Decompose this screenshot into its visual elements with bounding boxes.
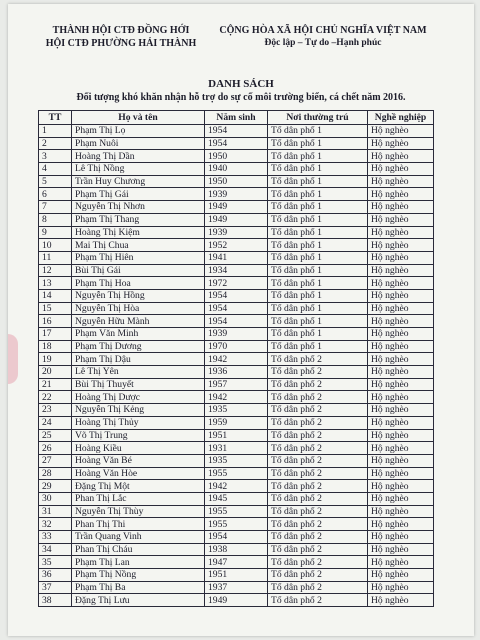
birth-year-cell: 1950 [205,150,268,163]
row-number-cell: 31 [39,505,72,518]
birth-year-cell: 1934 [205,264,268,277]
birth-year-cell: 1942 [205,353,268,366]
residence-cell: Tổ dân phố 1 [268,188,368,201]
full-name-cell: Đặng Thị Lưu [72,594,205,607]
occupation-cell: Hộ nghèo [368,201,434,214]
residence-cell: Tổ dân phố 2 [268,378,368,391]
residence-cell: Tổ dân phố 2 [268,581,368,594]
residence-cell: Tổ dân phố 1 [268,264,368,277]
row-number-cell: 4 [39,163,72,176]
full-name-cell: Võ Thị Trung [72,429,205,442]
row-number-cell: 16 [39,315,72,328]
row-number-cell: 30 [39,492,72,505]
birth-year-cell: 1955 [205,467,268,480]
birth-year-cell: 1954 [205,302,268,315]
residence-cell: Tổ dân phố 1 [268,125,368,138]
row-number-cell: 1 [39,125,72,138]
table-body [39,125,434,607]
document-title: DANH SÁCH [208,78,274,90]
row-number-cell: 9 [39,226,72,239]
occupation-cell: Hộ nghèo [368,175,434,188]
birth-year-cell: 1939 [205,226,268,239]
row-number-cell: 6 [39,188,72,201]
full-name-cell: Phạm Thị Dương [72,340,205,353]
full-name-cell: Hoàng Thị Dược [72,391,205,404]
occupation-cell: Hộ nghèo [368,518,434,531]
birth-year-cell: 1954 [205,125,268,138]
table-row [39,556,434,569]
birth-year-cell: 1951 [205,569,268,582]
org-line-1: THÀNH HỘI CTĐ ĐỒNG HỚI [52,25,190,36]
table-row [39,340,434,353]
table-row [39,264,434,277]
residence-cell: Tổ dân phố 2 [268,543,368,556]
residence-cell: Tổ dân phố 2 [268,467,368,480]
residence-cell: Tổ dân phố 2 [268,569,368,582]
full-name-cell: Phạm Thị Lan [72,556,205,569]
table-row [39,353,434,366]
birth-year-cell: 1935 [205,404,268,417]
full-name-cell: Phan Thị Cháu [72,543,205,556]
row-number-cell: 22 [39,391,72,404]
row-number-cell: 32 [39,518,72,531]
column-header-name: Họ và tên [72,111,205,125]
org-line-2: HỘI CTĐ PHƯỜNG HẢI THÀNH [45,38,197,49]
occupation-cell: Hộ nghèo [368,226,434,239]
occupation-cell: Hộ nghèo [368,594,434,607]
occupation-cell: Hộ nghèo [368,188,434,201]
row-number-cell: 20 [39,366,72,379]
row-number-cell: 35 [39,556,72,569]
occupation-cell: Hộ nghèo [368,125,434,138]
residence-cell: Tổ dân phố 1 [268,251,368,264]
birth-year-cell: 1936 [205,366,268,379]
table-row [39,137,434,150]
birth-year-cell: 1954 [205,315,268,328]
occupation-cell: Hộ nghèo [368,150,434,163]
full-name-cell: Nguyễn Thị Kẻng [72,404,205,417]
residence-cell: Tổ dân phố 1 [268,150,368,163]
occupation-cell: Hộ nghèo [368,239,434,252]
row-number-cell: 19 [39,353,72,366]
full-name-cell: Phan Thị Lắc [72,492,205,505]
document-page [8,4,474,636]
birth-year-cell: 1972 [205,277,268,290]
residence-cell: Tổ dân phố 1 [268,175,368,188]
full-name-cell: Bùi Thị Gái [72,264,205,277]
full-name-cell: Phạm Thị Hoa [72,277,205,290]
residence-cell: Tổ dân phố 2 [268,556,368,569]
row-number-cell: 17 [39,328,72,341]
residence-cell: Tổ dân phố 1 [268,226,368,239]
table-row [39,175,434,188]
row-number-cell: 34 [39,543,72,556]
residence-cell: Tổ dân phố 1 [268,340,368,353]
table-row [39,505,434,518]
full-name-cell: Phạm Thị Thang [72,213,205,226]
document-subtitle: Đối tượng khó khăn nhận hỗ trợ do sự cố môi trường biển, cá chết năm 2016. [76,92,406,103]
row-number-cell: 28 [39,467,72,480]
row-number-cell: 37 [39,581,72,594]
occupation-cell: Hộ nghèo [368,302,434,315]
table-row [39,226,434,239]
row-number-cell: 8 [39,213,72,226]
birth-year-cell: 1935 [205,454,268,467]
birth-year-cell: 1949 [205,201,268,214]
occupation-cell: Hộ nghèo [368,505,434,518]
occupation-cell: Hộ nghèo [368,391,434,404]
birth-year-cell: 1941 [205,251,268,264]
table-row [39,404,434,417]
full-name-cell: Nguyễn Thị Hòa [72,302,205,315]
birth-year-cell: 1954 [205,289,268,302]
residence-cell: Tổ dân phố 1 [268,201,368,214]
row-number-cell: 18 [39,340,72,353]
occupation-cell: Hộ nghèo [368,137,434,150]
column-header-occupation: Nghề nghiệp [368,111,434,125]
full-name-cell: Hoàng Thị Kiệm [72,226,205,239]
row-number-cell: 13 [39,277,72,290]
full-name-cell: Hoàng Thị Dần [72,150,205,163]
table-row [39,163,434,176]
table-row [39,569,434,582]
row-number-cell: 36 [39,569,72,582]
occupation-cell: Hộ nghèo [368,213,434,226]
birth-year-cell: 1939 [205,328,268,341]
residence-cell: Tổ dân phố 2 [268,518,368,531]
table-row [39,480,434,493]
residence-cell: Tổ dân phố 2 [268,416,368,429]
table-row [39,543,434,556]
table-row [39,188,434,201]
full-name-cell: Trần Quang Vinh [72,531,205,544]
full-name-cell: Hoàng Văn Bé [72,454,205,467]
birth-year-cell: 1945 [205,492,268,505]
birth-year-cell: 1959 [205,416,268,429]
row-number-cell: 23 [39,404,72,417]
table-row [39,366,434,379]
occupation-cell: Hộ nghèo [368,556,434,569]
full-name-cell: Hoàng Thị Thủy [72,416,205,429]
table-row [39,467,434,480]
occupation-cell: Hộ nghèo [368,543,434,556]
recipients-table [38,110,434,607]
table-row [39,416,434,429]
full-name-cell: Nguyễn Thị Hồng [72,289,205,302]
table-row [39,328,434,341]
birth-year-cell: 1954 [205,137,268,150]
full-name-cell: Phạm Thị Lọ [72,125,205,138]
table-row [39,277,434,290]
country-line-2: Độc lập – Tự do –Hạnh phúc [264,38,382,48]
residence-cell: Tổ dân phố 1 [268,137,368,150]
row-number-cell: 26 [39,442,72,455]
birth-year-cell: 1942 [205,480,268,493]
occupation-cell: Hộ nghèo [368,264,434,277]
residence-cell: Tổ dân phố 1 [268,239,368,252]
full-name-cell: Phạm Thị Hiên [72,251,205,264]
row-number-cell: 14 [39,289,72,302]
birth-year-cell: 1954 [205,531,268,544]
row-number-cell: 33 [39,531,72,544]
residence-cell: Tổ dân phố 1 [268,315,368,328]
red-stamp-mark [8,334,18,384]
table-row [39,302,434,315]
full-name-cell: Phạm Thị Dậu [72,353,205,366]
birth-year-cell: 1949 [205,594,268,607]
birth-year-cell: 1952 [205,239,268,252]
occupation-cell: Hộ nghèo [368,492,434,505]
residence-cell: Tổ dân phố 2 [268,404,368,417]
full-name-cell: Phạm Thị Gái [72,188,205,201]
row-number-cell: 21 [39,378,72,391]
occupation-cell: Hộ nghèo [368,480,434,493]
row-number-cell: 38 [39,594,72,607]
row-number-cell: 7 [39,201,72,214]
occupation-cell: Hộ nghèo [368,569,434,582]
occupation-cell: Hộ nghèo [368,315,434,328]
table-row [39,315,434,328]
table-row [39,125,434,138]
residence-cell: Tổ dân phố 1 [268,213,368,226]
full-name-cell: Phạm Văn Minh [72,328,205,341]
table-row [39,492,434,505]
residence-cell: Tổ dân phố 1 [268,163,368,176]
residence-cell: Tổ dân phố 2 [268,442,368,455]
occupation-cell: Hộ nghèo [368,366,434,379]
residence-cell: Tổ dân phố 1 [268,289,368,302]
column-header-residence: Nơi thường trú [268,111,368,125]
full-name-cell: Lê Thị Nồng [72,163,205,176]
table-row [39,429,434,442]
birth-year-cell: 1970 [205,340,268,353]
full-name-cell: Phạm Thị Nồng [72,569,205,582]
occupation-cell: Hộ nghèo [368,328,434,341]
full-name-cell: Mai Thị Chua [72,239,205,252]
row-number-cell: 5 [39,175,72,188]
occupation-cell: Hộ nghèo [368,289,434,302]
birth-year-cell: 1939 [205,188,268,201]
occupation-cell: Hộ nghèo [368,416,434,429]
birth-year-cell: 1957 [205,378,268,391]
table-row [39,239,434,252]
occupation-cell: Hộ nghèo [368,404,434,417]
full-name-cell: Đặng Thị Một [72,480,205,493]
row-number-cell: 11 [39,251,72,264]
full-name-cell: Phạm Thị Ba [72,581,205,594]
residence-cell: Tổ dân phố 2 [268,429,368,442]
residence-cell: Tổ dân phố 2 [268,505,368,518]
country-line-1: CỘNG HÒA XÃ HỘI CHỦ NGHĨA VIỆT NAM [219,25,427,36]
full-name-cell: Lê Thị Yên [72,366,205,379]
table-row [39,213,434,226]
full-name-cell: Nguyễn Hữu Mành [72,315,205,328]
row-number-cell: 25 [39,429,72,442]
birth-year-cell: 1938 [205,543,268,556]
table-row [39,289,434,302]
occupation-cell: Hộ nghèo [368,581,434,594]
residence-cell: Tổ dân phố 2 [268,454,368,467]
residence-cell: Tổ dân phố 1 [268,302,368,315]
column-header-birth-year: Năm sinh [205,111,268,125]
occupation-cell: Hộ nghèo [368,442,434,455]
column-header-tt: TT [39,111,72,125]
birth-year-cell: 1947 [205,556,268,569]
row-number-cell: 10 [39,239,72,252]
row-number-cell: 2 [39,137,72,150]
row-number-cell: 24 [39,416,72,429]
occupation-cell: Hộ nghèo [368,378,434,391]
occupation-cell: Hộ nghèo [368,251,434,264]
birth-year-cell: 1955 [205,518,268,531]
occupation-cell: Hộ nghèo [368,531,434,544]
row-number-cell: 29 [39,480,72,493]
birth-year-cell: 1940 [205,163,268,176]
residence-cell: Tổ dân phố 2 [268,391,368,404]
residence-cell: Tổ dân phố 2 [268,531,368,544]
table-row [39,391,434,404]
residence-cell: Tổ dân phố 2 [268,594,368,607]
table-row [39,201,434,214]
full-name-cell: Hoàng Văn Hòe [72,467,205,480]
row-number-cell: 15 [39,302,72,315]
table-row [39,531,434,544]
full-name-cell: Hoàng Kiều [72,442,205,455]
birth-year-cell: 1950 [205,175,268,188]
full-name-cell: Phạm Nuôi [72,137,205,150]
full-name-cell: Nguyễn Thị Thùy [72,505,205,518]
birth-year-cell: 1942 [205,391,268,404]
organization-header [36,24,206,50]
table-row [39,454,434,467]
row-number-cell: 3 [39,150,72,163]
birth-year-cell: 1949 [205,213,268,226]
full-name-cell: Bùi Thị Thuyết [72,378,205,391]
table-row [39,581,434,594]
occupation-cell: Hộ nghèo [368,163,434,176]
occupation-cell: Hộ nghèo [368,454,434,467]
birth-year-cell: 1951 [205,429,268,442]
birth-year-cell: 1931 [205,442,268,455]
residence-cell: Tổ dân phố 2 [268,366,368,379]
table-row [39,251,434,264]
table-row [39,378,434,391]
full-name-cell: Nguyễn Thị Nhơn [72,201,205,214]
birth-year-cell: 1937 [205,581,268,594]
row-number-cell: 12 [39,264,72,277]
occupation-cell: Hộ nghèo [368,429,434,442]
occupation-cell: Hộ nghèo [368,353,434,366]
table-row [39,518,434,531]
occupation-cell: Hộ nghèo [368,467,434,480]
table-header-row [39,111,434,125]
row-number-cell: 27 [39,454,72,467]
country-header [208,24,438,50]
occupation-cell: Hộ nghèo [368,277,434,290]
table-row [39,594,434,607]
full-name-cell: Phan Thị Thi [72,518,205,531]
residence-cell: Tổ dân phố 2 [268,480,368,493]
residence-cell: Tổ dân phố 1 [268,277,368,290]
residence-cell: Tổ dân phố 2 [268,353,368,366]
occupation-cell: Hộ nghèo [368,340,434,353]
full-name-cell: Trần Huy Chương [72,175,205,188]
residence-cell: Tổ dân phố 1 [268,328,368,341]
table-row [39,150,434,163]
table-row [39,442,434,455]
birth-year-cell: 1955 [205,505,268,518]
residence-cell: Tổ dân phố 2 [268,492,368,505]
